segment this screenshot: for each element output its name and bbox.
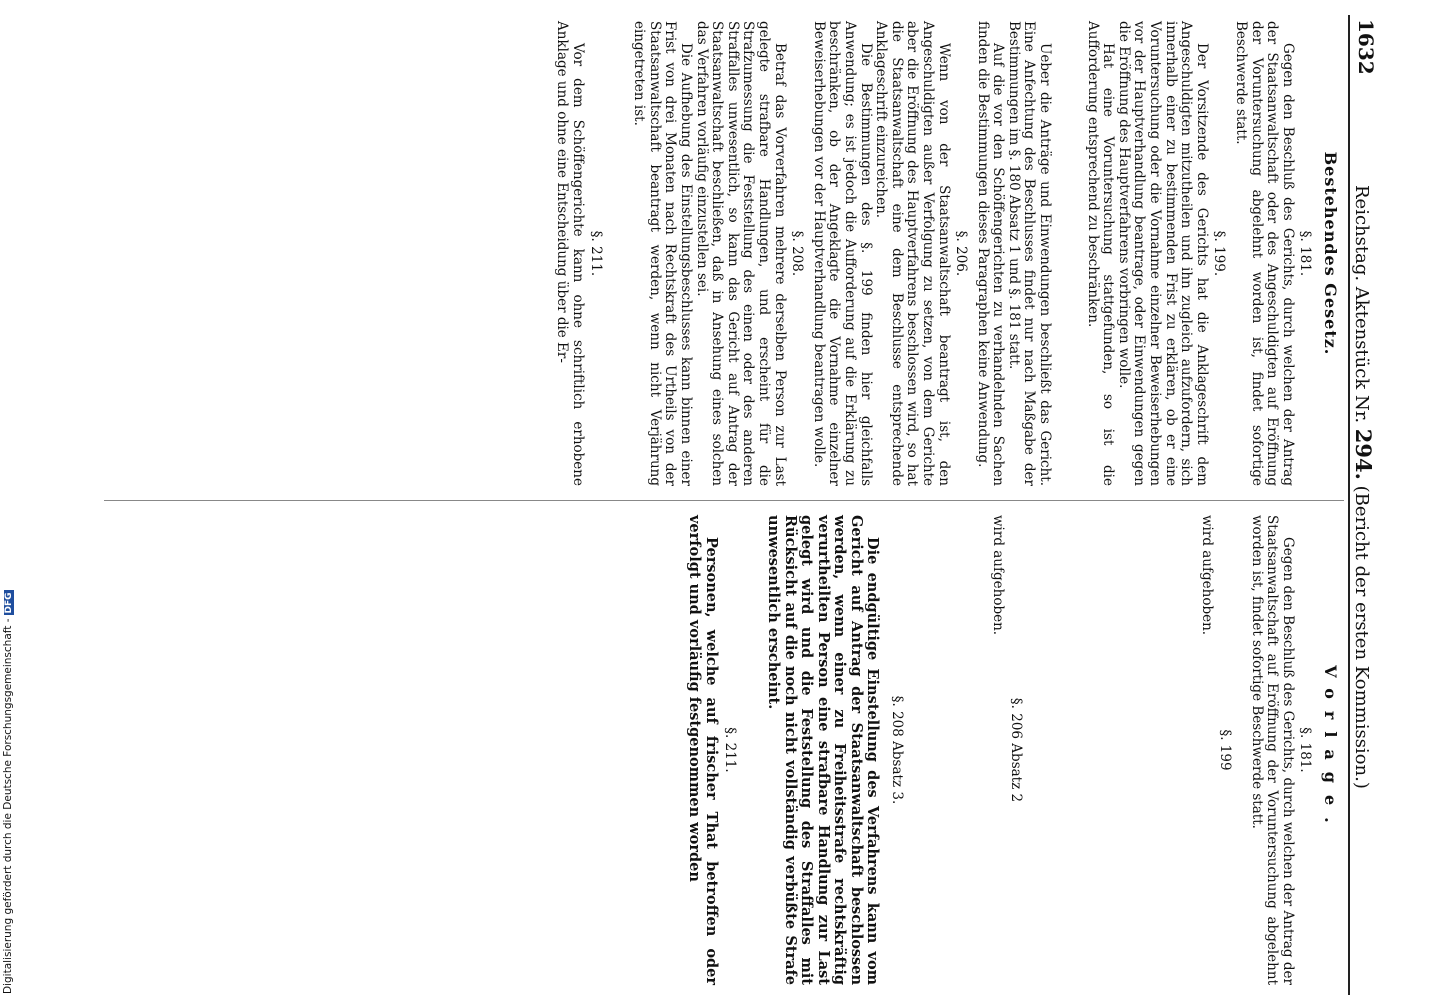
right-s208-text: Die endgültige Einstellung des Verfahrens kann vom Gericht auf Antrag der Staatsanwaltschaft beschlossen werden, wenn einer zu Freiheitsstrafe rechtskräftig verurtheilten Person eine strafbare Handlung zur Last gelegt wird und die Feststellung des Straffalles mit Rücksicht auf die noch nicht vollständig verbüßte Strafe unwesentlich erscheint. [765,515,882,985]
left-s206-heading: §. 206. [953,230,970,277]
left-s181-heading: §. 181. [1297,230,1314,277]
right-s199-status: wird aufgehoben. [1199,515,1216,636]
left-s208-text1: Betraf das Vorverfahren mehrere derselben Person zur Last gelegte strafbare Handlungen, und erscheint für die Strafzumessung die Feststellung des einen oder des anderen Straffalles unwesentlich, so kann das Gericht auf Antrag der Staatsanwaltschaft beschließen, daß in Ansehung eines solchen das Verfahren vorläufig einzustellen sei. [693,21,788,486]
right-s211-text: Personen, welche auf frischer That betroffen oder verfolgt und vorläufig festgenommen worden [686,515,720,985]
left-column-title: Bestehendes Gesetz. [1321,151,1340,356]
left-s199-heading: §. 199. [1211,230,1228,277]
header-text-after: (Bericht der ersten Kommission.) [1351,479,1372,789]
right-column-proposal [686,515,1344,985]
left-s208-heading: §. 208. [789,230,806,277]
page-header [1348,15,1380,995]
left-s206-text1: Wenn von der Staatsanwaltschaft beantragt ist, den Angeschuldigten außer Verfolgung zu setzen, von dem Gerichte aber die Eröffnung des Hauptverfahrens beschlossen wird, so hat die Staatsanwaltschaft eine dem Beschlusse entsprechende Anklageschrift einzureichen. [873,21,952,486]
header-title [1351,185,1376,789]
left-column-existing-law [554,21,1344,486]
header-text-before: Reichstag. Aktenstück Nr. [1351,185,1372,429]
digitization-credit [2,590,14,994]
right-s181-heading: §. 181. [1297,727,1314,773]
right-s206-ref: §. 206 Absatz 2 [1007,697,1024,803]
left-s181-text: Gegen den Beschluß des Gerichts, durch welchen der Antrag der Staatsanwaltschaft oder des Angeschuldigten auf Eröffnung der Voruntersuchung abgelehnt worden ist, findet sofortige Beschwerde statt. [1233,21,1296,486]
right-s211-heading: §. 211. [721,727,738,773]
left-s211-heading: §. 211. [587,230,604,277]
page-number: 1632 [1354,19,1378,75]
column-divider [104,500,1344,501]
right-s199-ref: §. 199 [1217,729,1234,771]
left-s206-text2: Die Bestimmungen des §. 199 finden hier gleichfalls Anwendung; es ist jedoch die Aufforderung auf die Erklärung zu beschränken, ob der Angeklagte die Vornahme einzelner Beweiserhebungen vor der Hauptverhandlung beantragen wolle. [810,21,874,486]
document-sheet [90,15,1380,995]
credit-text: Digitalisierung gefördert durch die Deutsche Forschungsgemeinschaft - [2,618,14,994]
right-column-title: Vorlage. [1321,665,1340,835]
left-s208-text2: Die Aufhebung des Einstellungsbeschlusses kann binnen einer Frist von drei Monaten nach Rechtskraft des Urtheils von der Staatsanwaltschaft beantragt werden, wenn nicht Verjährung eingetreten ist. [631,21,695,486]
left-s200-text2: Auf die vor den Schöffengerichten zu verhandelnden Sachen finden die Bestimmungen dieses Paragraphen keine Anwendung. [974,21,1007,486]
right-s206-status: wird aufgehoben. [990,515,1007,636]
left-s199-text1: Der Vorsitzende des Gerichts hat die Anklageschrift dem Angeschuldigten mitzutheilen und ihn zugleich aufzufordern, sich innerhalb einer zu bestimmenden Frist zu erklären, ob er eine Voruntersuchung oder die Vornahme einzelner Beweiserhebungen vor der Hauptverhandlung beantrage, oder Einwendungen gegen die Eröffnung des Hauptverfahrens vorbringen wolle. [1115,21,1210,486]
document-number: 294. [1351,428,1376,480]
right-s181-text: Gegen den Beschluß des Gerichts, durch welchen der Antrag der Staatsanwaltschaft auf Eröffnung der Voruntersuchung abgelehnt worden ist, findet sofortige Beschwerde statt. [1248,515,1296,985]
left-s200-text1: Ueber die Anträge und Einwendungen beschließt das Gericht. Eine Anfechtung des Beschlusses findet nur nach Maßgabe der Bestimmungen im §. 180 Absatz 1 und §. 181 statt. [1005,21,1054,486]
dfg-logo: DFG [4,592,14,614]
left-s199-text2: Hat eine Voruntersuchung stattgefunden, so ist die Aufforderung entsprechend zu beschränken. [1084,21,1117,486]
left-s211-text: Vor dem Schöffengerichte kann ohne schriftlich erhobene Anklage und ohne eine Entscheidung über die Er- [554,21,587,486]
right-s208-ref: §. 208 Absatz 3. [888,695,905,805]
